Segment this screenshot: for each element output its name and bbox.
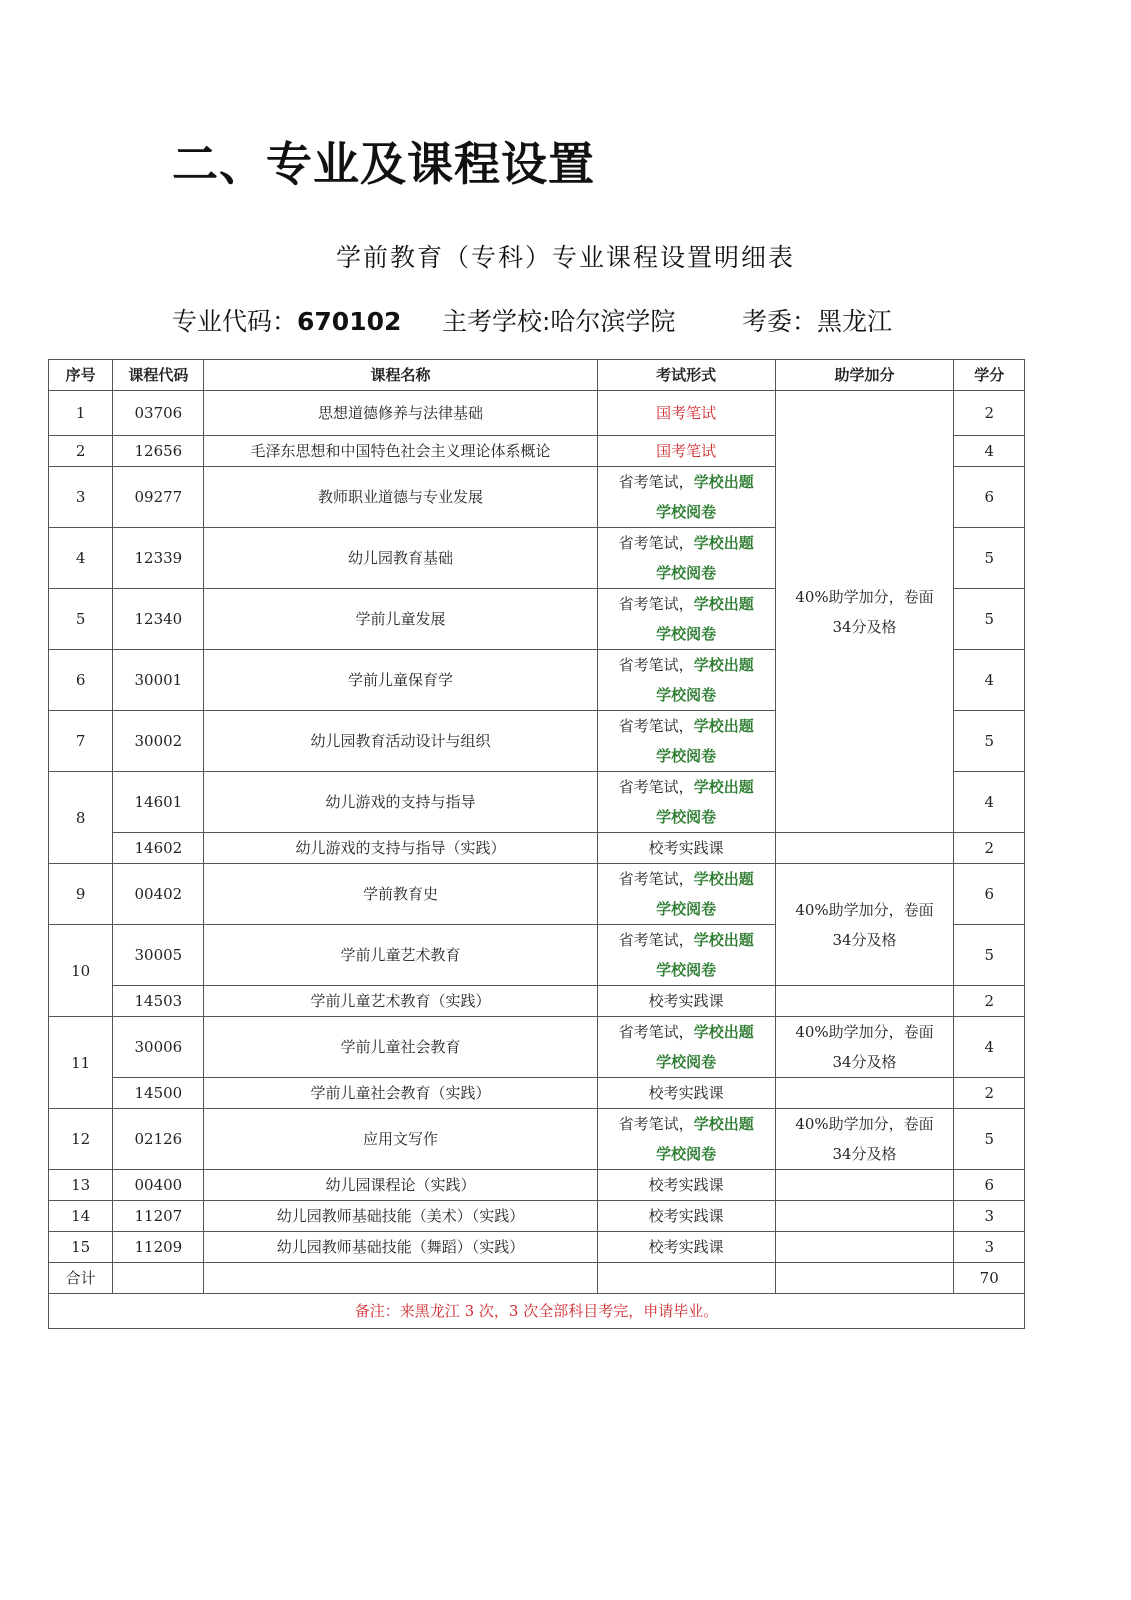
total-empty xyxy=(204,1263,597,1294)
cell-credit: 2 xyxy=(954,1078,1025,1109)
exam-school-grade: 学校阅卷 xyxy=(656,900,717,918)
cell-credit: 5 xyxy=(954,589,1025,650)
cell-aid-empty xyxy=(775,1078,954,1109)
cell-exam xyxy=(597,528,775,589)
cell-no: 11 xyxy=(49,1017,113,1109)
cell-no: 10 xyxy=(49,925,113,1017)
cell-credit: 6 xyxy=(954,864,1025,925)
cell-name: 学前儿童社会教育（实践） xyxy=(204,1078,597,1109)
cell-credit: 6 xyxy=(954,1170,1025,1201)
exam-committee: 考委：黑龙江 xyxy=(742,307,893,336)
cell-code: 30006 xyxy=(113,1017,204,1078)
header-name: 课程名称 xyxy=(204,360,597,391)
cell-name: 学前儿童艺术教育 xyxy=(204,925,597,986)
cell-exam: 校考实践课 xyxy=(597,1078,775,1109)
total-empty xyxy=(597,1263,775,1294)
cell-aid-empty xyxy=(775,1170,954,1201)
major-code-label: 专业代码： xyxy=(172,307,298,336)
cell-name: 学前儿童艺术教育（实践） xyxy=(204,986,597,1017)
cell-no: 1 xyxy=(49,391,113,436)
cell-no: 2 xyxy=(49,436,113,467)
cell-code: 09277 xyxy=(113,467,204,528)
table-row xyxy=(49,1017,1025,1078)
total-row xyxy=(49,1263,1025,1294)
major-code xyxy=(172,302,401,338)
exam-school-grade: 学校阅卷 xyxy=(656,961,717,979)
cell-no: 6 xyxy=(49,650,113,711)
header-no: 序号 xyxy=(49,360,113,391)
cell-exam xyxy=(597,925,775,986)
exam-school-set: 学校出题 xyxy=(693,534,754,552)
cell-credit: 3 xyxy=(954,1201,1025,1232)
table-row xyxy=(49,833,1025,864)
table-row xyxy=(49,391,1025,436)
cell-name: 应用文写作 xyxy=(204,1109,597,1170)
cell-exam: 校考实践课 xyxy=(597,1170,775,1201)
exam-school: 主考学校:哈尔滨学院 xyxy=(442,307,676,336)
cell-credit: 4 xyxy=(954,1017,1025,1078)
cell-credit: 2 xyxy=(954,391,1025,436)
header-exam: 考试形式 xyxy=(597,360,775,391)
cell-no: 5 xyxy=(49,589,113,650)
cell-code: 30005 xyxy=(113,925,204,986)
cell-no: 15 xyxy=(49,1232,113,1263)
exam-school-set: 学校出题 xyxy=(693,931,754,949)
header-aid: 助学加分 xyxy=(775,360,954,391)
cell-credit: 2 xyxy=(954,833,1025,864)
section-title: 二、专业及课程设置 xyxy=(172,137,595,191)
exam-provincial: 省考笔试， xyxy=(618,778,694,796)
cell-name: 幼儿游戏的支持与指导 xyxy=(204,772,597,833)
total-empty xyxy=(775,1263,954,1294)
cell-name: 幼儿游戏的支持与指导（实践） xyxy=(204,833,597,864)
cell-no: 3 xyxy=(49,467,113,528)
cell-credit: 2 xyxy=(954,986,1025,1017)
cell-name: 学前儿童保育学 xyxy=(204,650,597,711)
cell-name: 幼儿园教师基础技能（舞蹈）（实践） xyxy=(204,1232,597,1263)
exam-school-grade: 学校阅卷 xyxy=(656,1145,717,1163)
cell-aid-empty xyxy=(775,833,954,864)
exam-provincial: 省考笔试， xyxy=(618,595,694,613)
table-row xyxy=(49,1232,1025,1263)
cell-exam xyxy=(597,1017,775,1078)
cell-no: 12 xyxy=(49,1109,113,1170)
cell-credit: 5 xyxy=(954,528,1025,589)
exam-school-set: 学校出题 xyxy=(693,656,754,674)
exam-school-grade: 学校阅卷 xyxy=(656,1053,717,1071)
exam-provincial: 省考笔试， xyxy=(618,473,694,491)
cell-code: 02126 xyxy=(113,1109,204,1170)
cell-credit: 5 xyxy=(954,711,1025,772)
cell-name: 学前儿童发展 xyxy=(204,589,597,650)
exam-provincial: 省考笔试， xyxy=(618,656,694,674)
cell-name: 教师职业道德与专业发展 xyxy=(204,467,597,528)
cell-code: 12656 xyxy=(113,436,204,467)
cell-code: 03706 xyxy=(113,391,204,436)
cell-exam: 国考笔试 xyxy=(597,436,775,467)
total-credit: 70 xyxy=(954,1263,1025,1294)
cell-exam: 校考实践课 xyxy=(597,833,775,864)
cell-credit: 4 xyxy=(954,436,1025,467)
table-title: 学前教育（专科）专业课程设置明细表 xyxy=(335,243,795,272)
cell-code: 11209 xyxy=(113,1232,204,1263)
cell-code: 30001 xyxy=(113,650,204,711)
cell-name: 思想道德修养与法律基础 xyxy=(204,391,597,436)
table-row xyxy=(49,864,1025,925)
cell-exam xyxy=(597,772,775,833)
cell-no: 4 xyxy=(49,528,113,589)
cell-exam xyxy=(597,589,775,650)
table-header-row xyxy=(49,360,1025,391)
exam-provincial: 省考笔试， xyxy=(618,1023,694,1041)
total-empty xyxy=(113,1263,204,1294)
exam-school-set: 学校出题 xyxy=(693,1023,754,1041)
course-table xyxy=(48,359,1025,1329)
cell-name: 学前儿童社会教育 xyxy=(204,1017,597,1078)
cell-name: 学前教育史 xyxy=(204,864,597,925)
exam-school-set: 学校出题 xyxy=(693,717,754,735)
cell-no: 13 xyxy=(49,1170,113,1201)
cell-exam: 校考实践课 xyxy=(597,986,775,1017)
cell-name: 幼儿园教育活动设计与组织 xyxy=(204,711,597,772)
exam-school-set: 学校出题 xyxy=(693,778,754,796)
exam-school-grade: 学校阅卷 xyxy=(656,747,717,765)
cell-name: 幼儿园课程论（实践） xyxy=(204,1170,597,1201)
exam-provincial: 省考笔试， xyxy=(618,534,694,552)
cell-credit: 3 xyxy=(954,1232,1025,1263)
cell-credit: 4 xyxy=(954,772,1025,833)
major-code-value: 670102 xyxy=(297,307,402,336)
cell-code: 00400 xyxy=(113,1170,204,1201)
cell-credit: 6 xyxy=(954,467,1025,528)
table-row xyxy=(49,1109,1025,1170)
exam-school-set: 学校出题 xyxy=(693,870,754,888)
cell-credit: 5 xyxy=(954,925,1025,986)
cell-code: 14503 xyxy=(113,986,204,1017)
total-label: 合计 xyxy=(49,1263,113,1294)
cell-no: 8 xyxy=(49,772,113,864)
table-row xyxy=(49,1170,1025,1201)
exam-school-grade: 学校阅卷 xyxy=(656,564,717,582)
cell-code: 14602 xyxy=(113,833,204,864)
exam-provincial: 省考笔试， xyxy=(618,931,694,949)
cell-exam: 国考笔试 xyxy=(597,391,775,436)
cell-name: 幼儿园教育基础 xyxy=(204,528,597,589)
header-credit: 学分 xyxy=(954,360,1025,391)
header-code: 课程代码 xyxy=(113,360,204,391)
cell-code: 11207 xyxy=(113,1201,204,1232)
cell-no: 9 xyxy=(49,864,113,925)
cell-exam xyxy=(597,864,775,925)
cell-exam xyxy=(597,650,775,711)
exam-school-set: 学校出题 xyxy=(693,1115,754,1133)
cell-code: 30002 xyxy=(113,711,204,772)
cell-name: 幼儿园教师基础技能（美术）（实践） xyxy=(204,1201,597,1232)
exam-school-grade: 学校阅卷 xyxy=(656,808,717,826)
exam-provincial: 省考笔试， xyxy=(618,870,694,888)
cell-aid: 40%助学加分，卷面34分及格 xyxy=(775,864,954,986)
cell-code: 00402 xyxy=(113,864,204,925)
cell-code: 12339 xyxy=(113,528,204,589)
cell-code: 14500 xyxy=(113,1078,204,1109)
table-row xyxy=(49,1078,1025,1109)
cell-aid-empty xyxy=(775,986,954,1017)
cell-no: 7 xyxy=(49,711,113,772)
cell-name: 毛泽东思想和中国特色社会主义理论体系概论 xyxy=(204,436,597,467)
cell-exam: 校考实践课 xyxy=(597,1201,775,1232)
cell-aid: 40%助学加分，卷面34分及格 xyxy=(775,1109,954,1170)
cell-aid-empty xyxy=(775,1232,954,1263)
exam-school-grade: 学校阅卷 xyxy=(656,503,717,521)
table-row xyxy=(49,986,1025,1017)
note-row xyxy=(49,1294,1025,1329)
cell-credit: 4 xyxy=(954,650,1025,711)
note-text: 备注：来黑龙江 3 次，3 次全部科目考完，申请毕业。 xyxy=(49,1294,1025,1329)
exam-school-grade: 学校阅卷 xyxy=(656,625,717,643)
cell-code: 12340 xyxy=(113,589,204,650)
cell-aid: 40%助学加分，卷面34分及格 xyxy=(775,1017,954,1078)
cell-code: 14601 xyxy=(113,772,204,833)
cell-exam xyxy=(597,711,775,772)
cell-exam xyxy=(597,1109,775,1170)
exam-school-grade: 学校阅卷 xyxy=(656,686,717,704)
cell-exam xyxy=(597,467,775,528)
cell-no: 14 xyxy=(49,1201,113,1232)
cell-aid: 40%助学加分，卷面34分及格 xyxy=(775,391,954,833)
table-row xyxy=(49,1201,1025,1232)
cell-aid-empty xyxy=(775,1201,954,1232)
exam-provincial: 省考笔试， xyxy=(618,717,694,735)
cell-exam: 校考实践课 xyxy=(597,1232,775,1263)
exam-school-set: 学校出题 xyxy=(693,473,754,491)
exam-provincial: 省考笔试， xyxy=(618,1115,694,1133)
cell-credit: 5 xyxy=(954,1109,1025,1170)
exam-school-set: 学校出题 xyxy=(693,595,754,613)
